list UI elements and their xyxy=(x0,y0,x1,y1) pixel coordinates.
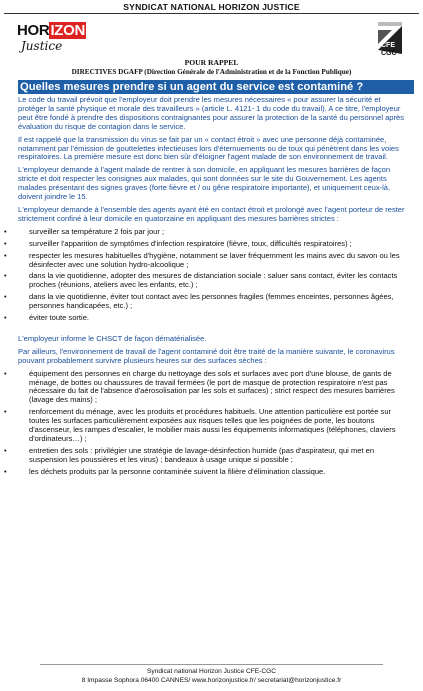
header-divider xyxy=(4,13,419,14)
list-item: • respecter les mesures habituelles d'hygiène, notamment se laver fréquemment les mains avec du savon ou les désinfecter avec une solution hydro-alcoolique ; xyxy=(18,252,410,270)
list-item: • équipement des personnes en charge du nettoyage des sols et surfaces avec port d'une blouse, de gants de ménage, de bottes ou chaussures de travail fermées (le port de masque de protection respiratoire n'est pas nécessaire du fait de l'absence d'aérosolisation par les sols et surfaces) ; strict respect des mesures barrières (lavage des mains) ; xyxy=(18,370,410,406)
footer-divider xyxy=(40,664,383,665)
list-item: • surveiller l'apparition de symptômes d'infection respiratoire (fièvre, toux, difficultés respiratoires) ; xyxy=(18,240,410,249)
list-item: • éviter toute sortie. xyxy=(18,314,410,323)
paragraph-contact-etroit: L'employeur demande à l'ensemble des agents ayant été en contact étroit et prolongé avec l'agent porteur de rester strictement confiné à leur domicile en quatorzaine en appliquant des mesures barrières strictes : xyxy=(18,204,405,223)
paragraph-transmission: Il est rappelé que la transmission du virus se fait par un « contact étroit » avec une personne déjà contaminée, notamment par l'émission de gouttelettes infectieuses lors d'éternuements ou de toux qui pénètrent dans les voies respiratoires. La première mesure est donc bien sûr d'éloigner l'agent malade de son environnement de travail. xyxy=(18,134,399,162)
logo-wordmark-part-2: IZON xyxy=(50,22,86,39)
cfe-logo-text-2: CGC xyxy=(381,50,397,57)
logo-wordmark xyxy=(17,22,86,39)
section-title-banner: Quelles mesures prendre si un agent du service est contaminé ? xyxy=(18,80,414,94)
horizon-justice-logo xyxy=(17,22,87,58)
paragraph-environnement: Par ailleurs, l'environnement de travail de l'agent contaminé doit être traité de la manière suivante, le coronavirus pouvant probablement survivre plusieurs heures sur des surfaces sèches : xyxy=(18,346,395,365)
paragraph-agent-malade: L'employeur demande à l'agent malade de rentrer à son domicile, en appliquant les mesures barrières de façon stricte et doit respecter les consignes aux malades, qui sont données sur le site du Gouvernement. Les agents malades présentant des signes graves (forte fièvre et / ou gêne respiratoire importante), et uniquement ceux-là, doivent joindre le 15. xyxy=(18,165,391,202)
logo-subtitle: Justice xyxy=(21,39,63,53)
union-title: SYNDICAT NATIONAL HORIZON JUSTICE xyxy=(123,2,300,12)
document-body xyxy=(18,96,410,481)
paragraph-code-travail: Le code du travail prévoit que l'employeur doit prendre les mesures nécessaires « pour assurer la sécurité et protéger la santé physique et morale des travailleurs » (article L. 4121- 1 du code du travail). A ce titre, l'employeur peut être fondé à prendre des dispositions contraignantes pour assurer la protection de la santé du personnel après évaluation du risque de contagion dans le service. xyxy=(18,95,404,131)
list-traitement-surfaces xyxy=(18,370,410,477)
list-item: • dans la vie quotidienne, adopter des mesures de distanciation sociale : saluer sans contact, éviter les contacts proches (réunions, ateliers avec les enfants, etc.) ; xyxy=(18,272,410,290)
list-item: • dans la vie quotidienne, éviter tout contact avec les personnes fragiles (femmes enceintes, personnes âgées, personnes handicapées, etc.) ; xyxy=(18,293,410,311)
list-item: • surveiller sa température 2 fois par jour ; xyxy=(18,228,410,237)
cfe-cgc-logo xyxy=(372,20,408,58)
directives-heading: DIRECTIVES DGAFP (Direction Générale de l'Administration et de la Fonction Publique) xyxy=(71,68,352,76)
footer-contact: 8 Impasse Sophora 06400 CANNES/ www.horizonjustice.fr/ secretariat@horizonjustice.fr xyxy=(81,677,342,684)
list-item: • renforcement du ménage, avec les produits et procédures habituels. Une attention particulière est portée sur toutes les surfaces particulièrement exposées aux risques telles que les poignées de porte, les boutons d'ascenseur, les rampes d'escalier, le mobilier mais aussi les équipements informatiques (téléphones, claviers d'ordinateurs…) ; xyxy=(18,408,410,444)
logo-wordmark-part-1: HOR xyxy=(17,22,50,39)
pour-rappel-heading: POUR RAPPEL xyxy=(184,58,239,67)
paragraph-chsct: L'employeur informe le CHSCT de façon dématérialisée. xyxy=(18,333,207,343)
list-mesures-barrieres xyxy=(18,228,410,323)
footer-organization: Syndicat national Horizon Justice CFE-CGC xyxy=(147,668,276,675)
cfe-logo-text-1: CFE xyxy=(381,42,395,49)
list-item: • les déchets produits par la personne contaminée suivent la filière d'élimination classique. xyxy=(18,468,410,477)
list-item: • entretien des sols : privilégier une stratégie de lavage-désinfection humide (pas d'aspirateur, qui met en suspension les poussières et les virus) ; bandeaux à usage unique si possible ; xyxy=(18,447,410,465)
